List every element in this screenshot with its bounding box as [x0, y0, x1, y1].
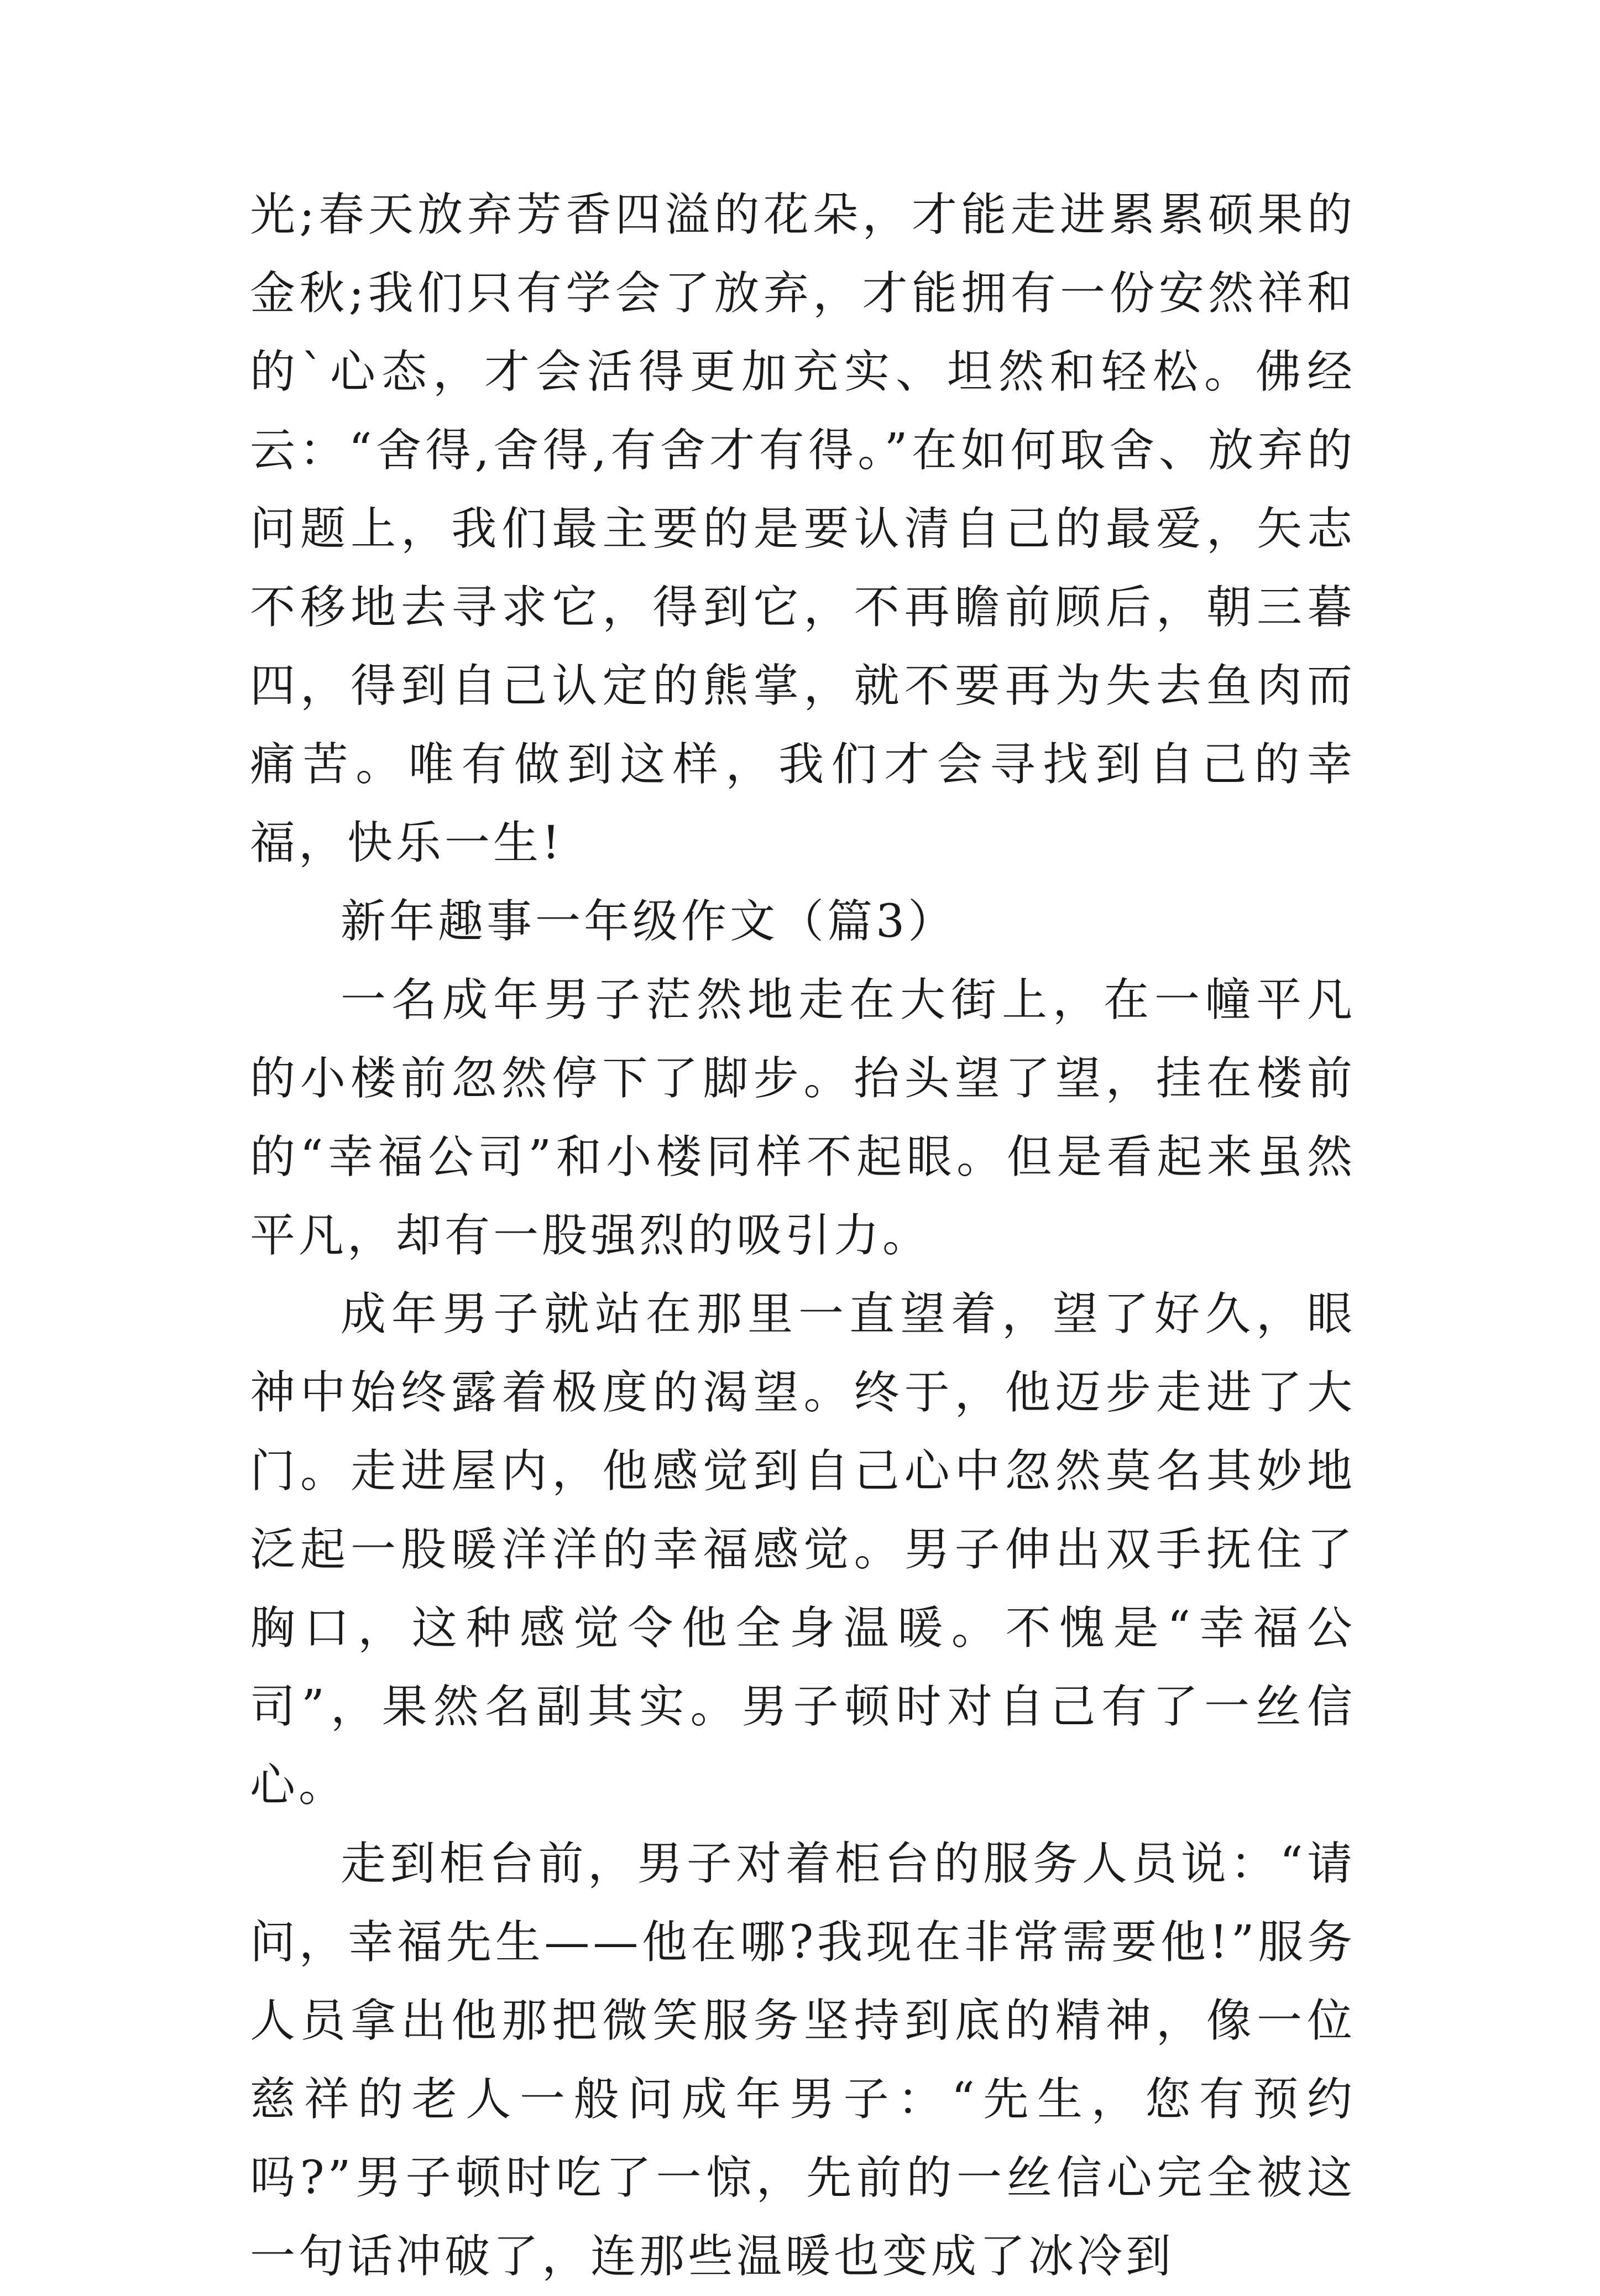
paragraph: 成年男子就站在那里一直望着，望了好久，眼神中始终露着极度的渴望。终于，他迈步走进了大门。走进屋内，他感觉到自己心中忽然莫名其妙地泛起一股暖洋洋的幸福感觉。男子伸出双手抚住了胸口，这种感觉令他全身温暖。不愧是“幸福公司”，果然名副其实。男子顿时对自己有了一丝信心。 [250, 1288, 1356, 1812]
section-heading: 新年趣事一年级作文（篇3） [341, 895, 957, 948]
body-text [250, 176, 1356, 2296]
paragraph-continued: 光;春天放弃芳香四溢的花朵，才能走进累累硕果的金秋;我们只有学会了放弃，才能拥有一份安然祥和的`心态，才会活得更加充实、坦然和轻松。佛经云：“舍得,舍得,有舍才有得。”在如何取舍、放弃的问题上，我们最主要的是要认清自己的最爱，矢志不移地去寻求它，得到它，不再瞻前顾后，朝三暮四，得到自己认定的熊掌，就不要再为失去鱼肉而痛苦。唯有做到这样，我们才会寻找到自己的幸福，快乐一生! [250, 189, 1356, 869]
paragraph: 走到柜台前，男子对着柜台的服务人员说：“请问，幸福先生——他在哪?我现在非常需要他!”服务人员拿出他那把微笑服务坚持到底的精神，像一位慈祥的老人一般问成年男子：“先生，您有预约吗?”男子顿时吃了一惊，先前的一丝信心完全被这一句话冲破了，连那些温暖也变成了冰冷到 [250, 1838, 1356, 2283]
paragraph: 一名成年男子茫然地走在大街上，在一幢平凡的小楼前忽然停下了脚步。抬头望了望，挂在楼前的“幸福公司”和小楼同样不起眼。但是看起来虽然平凡，却有一股强烈的吸引力。 [250, 974, 1356, 1262]
